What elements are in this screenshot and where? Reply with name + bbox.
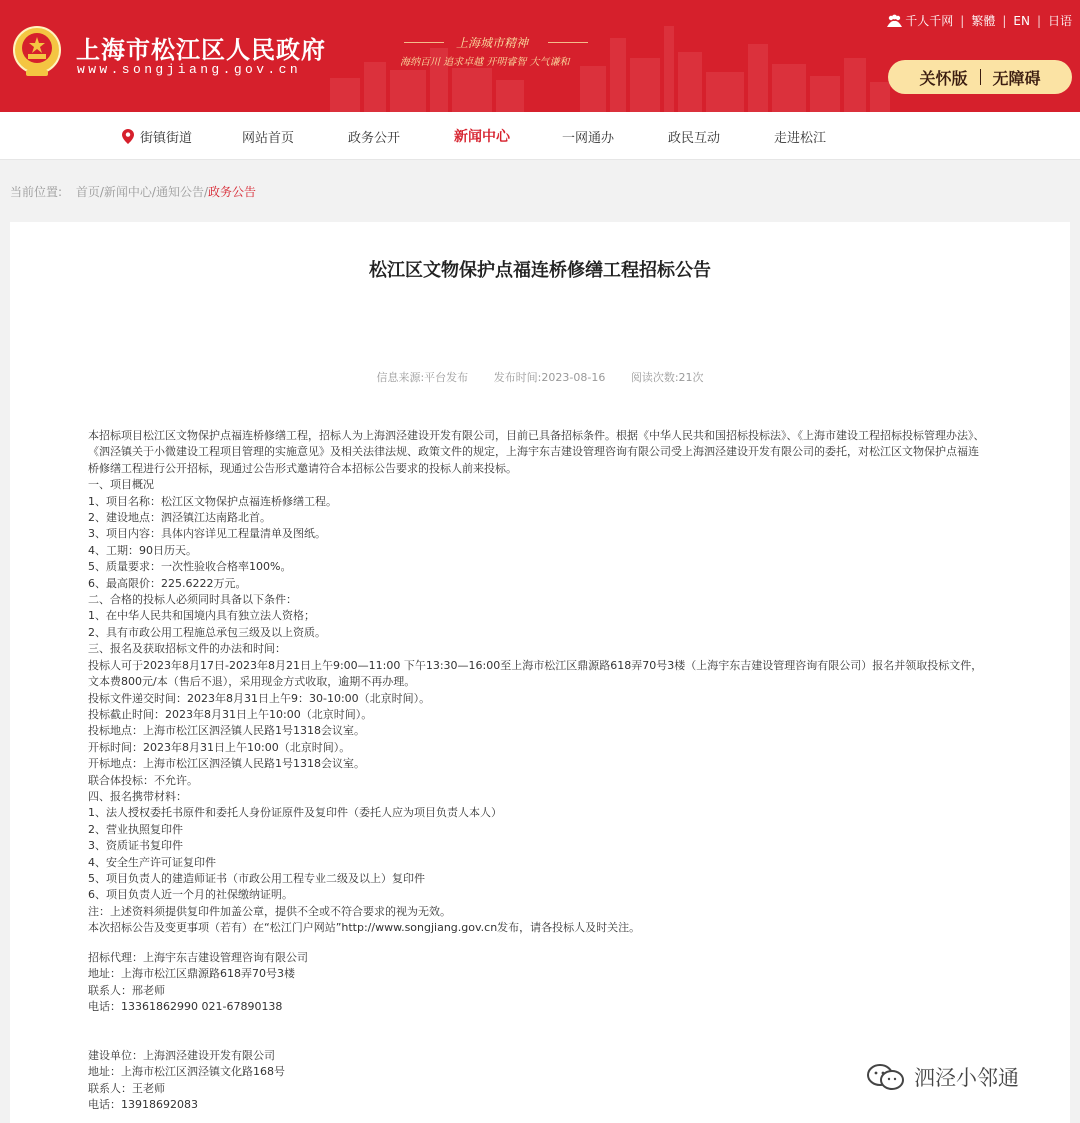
top-links <box>887 12 1072 29</box>
article-views: 阅读次数:21次 <box>630 371 704 384</box>
body-line: 3、项目内容：具体内容详见工程量清单及图纸。 <box>88 527 326 541</box>
body-line: 招标代理：上海宇东吉建设管理咨询有限公司 <box>88 951 308 964</box>
body-line: 5、项目负责人的建造师证书（市政公用工程专业二级及以上）复印件 <box>88 871 425 885</box>
agent-contact <box>88 950 588 1016</box>
breadcrumb <box>10 183 256 200</box>
body-line: 开标时间：2023年8月31日上午10:00（北京时间）。 <box>88 740 351 754</box>
nav-item-streets[interactable] <box>122 127 192 146</box>
body-line: 3、资质证书复印件 <box>88 839 183 853</box>
link-separator: | <box>960 13 965 28</box>
mode-divider <box>980 69 981 85</box>
breadcrumb-current[interactable]: 政务公告 <box>208 185 257 199</box>
accessibility-mode-buttons <box>888 60 1072 94</box>
location-pin-icon <box>122 129 134 144</box>
body-line: 一、项目概况 <box>88 478 154 492</box>
body-line: 联系人：王老师 <box>88 1081 165 1095</box>
body-line: 6、项目负责人近一个月的社保缴纳证明。 <box>88 888 293 902</box>
national-emblem-icon <box>12 24 62 80</box>
body-line: 5、质量要求：一次性验收合格率100%。 <box>88 560 292 574</box>
care-mode-button[interactable]: 关怀版 <box>919 68 968 88</box>
body-line: 2、营业执照复印件 <box>88 822 183 836</box>
article-date: 发布时间:2023-08-16 <box>493 371 606 384</box>
body-line: 联合体投标：不允许。 <box>88 773 198 787</box>
body-section-a <box>88 477 988 657</box>
article-meta <box>10 369 1070 385</box>
nav-item-one-stop-service[interactable]: 一网通办 <box>562 131 615 146</box>
body-line: 2、具有市政公用工程施总承包三级及以上资质。 <box>88 625 326 639</box>
city-spirit <box>398 34 608 74</box>
body-line: 四、报名携带材料： <box>88 789 187 803</box>
site-header <box>0 0 1080 112</box>
site-url: www.songjiang.gov.cn <box>77 62 302 77</box>
nav-item-about-songjiang[interactable]: 走进松江 <box>774 131 827 146</box>
spirit-line-left <box>404 42 444 43</box>
article-source: 信息来源:平台发布 <box>376 371 469 384</box>
body-line: 二、合格的投标人必须同时具备以下条件： <box>88 593 297 607</box>
body-line: 投标截止时间：2023年8月31日上午10:00（北京时间）。 <box>88 707 373 721</box>
body-line: 建设单位：上海泗泾建设开发有限公司 <box>88 1049 275 1062</box>
body-intro: 本招标项目松江区文物保护点福连桥修缮工程，招标人为上海泗泾建设开发有限公司，目前已具备招标条件。根据《中华人民共和国招标投标法》、《上海市建设工程招标投标管理办法》、《泗泾镇关于小微建设工程项目管理的实施意见》及相关法律法规、政策文件的规定，上海宇东吉建设管理咨询有限公司受上海泗泾建设开发有限公司的委托，对松江区文物保护点福连桥修缮工程进行公开招标，现通过公告形式邀请符合本招标公告要求的投标人前来投标。 <box>88 429 985 475</box>
link-separator: | <box>1036 13 1041 28</box>
body-line: 本次招标公告及变更事项（若有）在“松江门户网站”http://www.songjiang.gov.cn发布，请各投标人及时关注。 <box>88 921 641 935</box>
breadcrumb-label: 当前位置: <box>10 185 63 199</box>
body-line: 地址：上海市松江区鼎源路618弄70号3楼 <box>88 967 295 981</box>
body-line: 2、建设地点：泗泾镇江达南路北首。 <box>88 511 271 525</box>
body-line: 三、报名及获取招标文件的办法和时间： <box>88 642 286 656</box>
link-traditional-chinese[interactable]: 繁體 <box>971 14 996 28</box>
owner-contact <box>88 1048 588 1114</box>
body-line: 4、安全生产许可证复印件 <box>88 855 216 869</box>
body-line: 开标地点：上海市松江区泗泾镇人民路1号1318会议室。 <box>88 757 365 771</box>
body-line: 注：上述资料须提供复印件加盖公章，提供不全或不符合要求的视为无效。 <box>88 904 451 918</box>
body-line: 地址：上海市松江区泗泾镇文化路168号 <box>88 1065 285 1079</box>
body-line: 6、最高限价：225.6222万元。 <box>88 576 247 590</box>
article-panel <box>10 222 1070 1123</box>
article-body <box>88 428 988 937</box>
nav-item-home[interactable]: 网站首页 <box>242 131 295 146</box>
link-japanese[interactable]: 日语 <box>1047 14 1072 28</box>
body-line: 联系人：邢老师 <box>88 983 165 997</box>
body-line: 1、项目名称：松江区文物保护点福连桥修缮工程。 <box>88 494 337 508</box>
body-line: 1、在中华人民共和国境内具有独立法人资格； <box>88 609 315 623</box>
article-title: 松江区文物保护点福连桥修缮工程招标公告 <box>369 260 711 281</box>
body-line: 投标文件递交时间：2023年8月31日上午9：30-10:00（北京时间）。 <box>88 691 431 705</box>
nav-item-public-interaction[interactable]: 政民互动 <box>668 131 721 146</box>
spirit-slogan: 海纳百川 追求卓越 开明睿智 大气谦和 <box>400 57 570 68</box>
main-nav <box>0 112 1080 160</box>
body-line: 1、法人授权委托书原件和委托人身份证原件及复印件（委托人应为项目负责人本人） <box>88 806 502 820</box>
link-english[interactable]: EN <box>1013 13 1030 28</box>
body-line: 4、工期：90日历天。 <box>88 543 197 557</box>
body-line: 电话：13918692083 <box>88 1098 198 1112</box>
nav-item-gov-affairs[interactable]: 政务公开 <box>348 131 401 146</box>
nav-item-label: 街镇街道 <box>140 131 193 146</box>
wechat-watermark <box>866 1062 1019 1092</box>
body-line: 投标地点：上海市松江区泗泾镇人民路1号1318会议室。 <box>88 724 365 738</box>
body-section-b <box>88 691 988 937</box>
spirit-line-right <box>548 42 588 43</box>
accessible-mode-button[interactable]: 无障碍 <box>992 68 1041 88</box>
watermark-text: 泗泾小邻通 <box>914 1066 1019 1090</box>
link-separator: | <box>1002 13 1007 28</box>
people-icon <box>887 14 902 28</box>
link-thousand-networks[interactable]: 千人千网 <box>905 14 954 28</box>
site-title[interactable]: 上海市松江区人民政府 <box>76 35 326 64</box>
breadcrumb-path[interactable]: 首页/新闻中心/通知公告/ <box>75 185 209 199</box>
body-line: 电话：13361862990 021-67890138 <box>88 1000 283 1014</box>
nav-item-news-center[interactable]: 新闻中心 <box>454 129 510 145</box>
wechat-icon <box>866 1063 906 1091</box>
spirit-title: 上海城市精神 <box>456 36 529 50</box>
body-signup: 投标人可于2023年8月17日-2023年8月21日上午9:00—11:00 下午13:30—16:00至上海市松江区鼎源路618弄70号3楼（上海宇东吉建设管理咨询有限公司）报名并领取投标文件，文本费800元/本（售后不退），采用现金方式收取，逾期不再办理。 <box>88 658 983 689</box>
